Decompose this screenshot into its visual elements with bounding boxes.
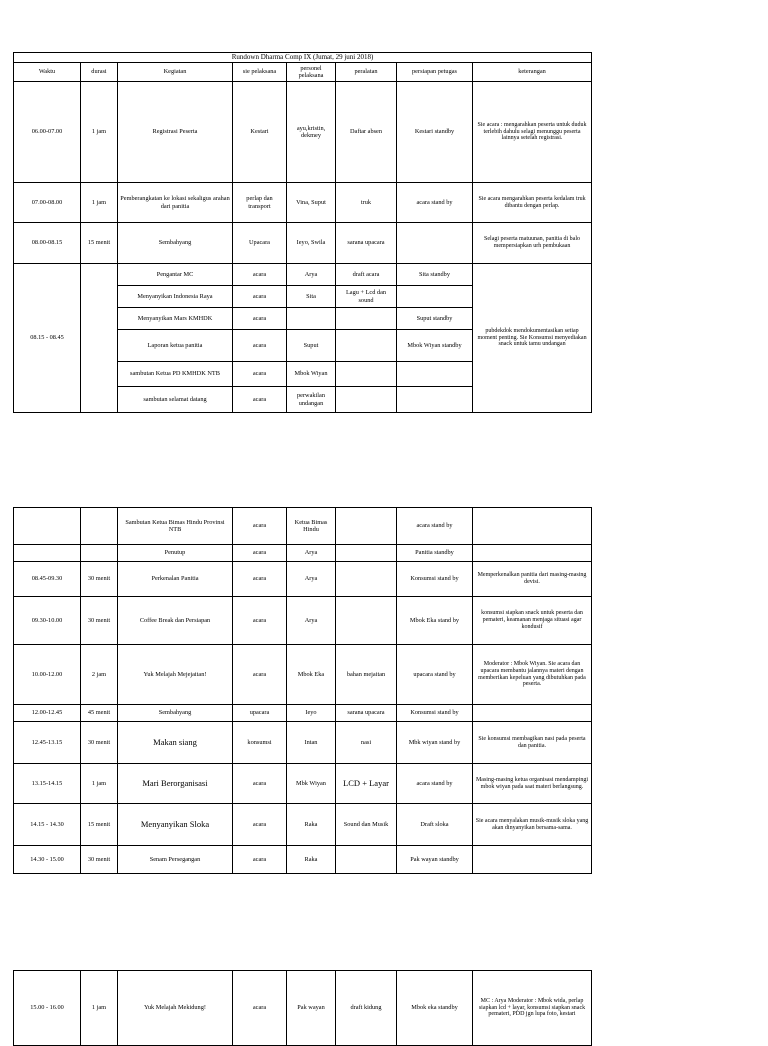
cell-sie: acara bbox=[233, 264, 287, 286]
cell-kegiatan: Senam Persegangan bbox=[118, 846, 233, 874]
cell-personel: Mbk Wiyan bbox=[287, 764, 336, 804]
cell-peralatan: truk bbox=[336, 183, 397, 223]
cell-petugas: Draft sloka bbox=[397, 804, 473, 846]
cell-sie: acara bbox=[233, 804, 287, 846]
cell-kegiatan: Yuk Melajah Mejejaitan! bbox=[118, 645, 233, 705]
cell-petugas: Konsumsi stand by bbox=[397, 562, 473, 597]
cell-keterangan: MC : Arya Moderator : Mbok wida, perlap siapkan lcd + layar, konsumsi siapkan snack pemateri, PDD jgn lupa foto, kestari bbox=[473, 971, 592, 1046]
cell-kegiatan: Perkenalan Panitia bbox=[118, 562, 233, 597]
cell-petugas bbox=[397, 387, 473, 413]
cell-peralatan bbox=[336, 508, 397, 545]
cell-kegiatan: Mari Berorganisasi bbox=[118, 764, 233, 804]
header-peralatan: peralatan bbox=[336, 63, 397, 82]
cell-peralatan: nasi bbox=[336, 722, 397, 764]
rundown-title: Rundown Dharma Comp IX (Jumat, 29 juni 2018) bbox=[14, 53, 592, 63]
table-row bbox=[14, 846, 592, 874]
cell-sie: acara bbox=[233, 362, 287, 387]
cell-kegiatan: Sambutan Ketua Bimas Hindu Provinsi NTB bbox=[118, 508, 233, 545]
cell-petugas: Konsumsi stand by bbox=[397, 705, 473, 722]
cell-peralatan bbox=[336, 362, 397, 387]
cell-peralatan bbox=[336, 597, 397, 645]
cell-sie: acara bbox=[233, 562, 287, 597]
cell-waktu: 10.00-12.00 bbox=[14, 645, 81, 705]
cell-personel: perwakilan undangan bbox=[287, 387, 336, 413]
cell-durasi: 1 jam bbox=[81, 971, 118, 1046]
cell-personel bbox=[287, 308, 336, 330]
table-row bbox=[14, 764, 592, 804]
cell-sie: acara bbox=[233, 846, 287, 874]
table-row bbox=[14, 562, 592, 597]
cell-peralatan: draft kidung bbox=[336, 971, 397, 1046]
cell-personel: Mbok Wiyan bbox=[287, 362, 336, 387]
cell-sie: acara bbox=[233, 387, 287, 413]
cell-waktu: 07.00-08.00 bbox=[14, 183, 81, 223]
table-row bbox=[14, 705, 592, 722]
cell-peralatan: LCD + Layar bbox=[336, 764, 397, 804]
cell-waktu: 09.30-10.00 bbox=[14, 597, 81, 645]
cell-sie: upacara bbox=[233, 705, 287, 722]
cell-durasi: 30 menit bbox=[81, 722, 118, 764]
page-break bbox=[0, 420, 768, 500]
cell-waktu: 12.00-12.45 bbox=[14, 705, 81, 722]
cell-peralatan bbox=[336, 562, 397, 597]
cell-keterangan: pubdekdok mendokumentasikan setiap moment penting. Sie Konsumsi menyediakan snack untuk tamu undangan bbox=[473, 264, 592, 413]
cell-keterangan: Moderator : Mbok Wiyan. Sie acara dan upacara membantu jalannya materi dengan memberikan kepeluan yang dibutuhkan pada peserta. bbox=[473, 645, 592, 705]
cell-keterangan: Sie konsumsi membagikan nasi pada peserta dan panitia. bbox=[473, 722, 592, 764]
cell-personel: Ieyo bbox=[287, 705, 336, 722]
rundown-table-page-3 bbox=[13, 970, 592, 1046]
cell-personel: Arya bbox=[287, 562, 336, 597]
cell-personel: Intan bbox=[287, 722, 336, 764]
cell-petugas: Pak wayan standby bbox=[397, 846, 473, 874]
cell-waktu bbox=[14, 508, 81, 545]
cell-kegiatan: Penutup bbox=[118, 545, 233, 562]
cell-durasi: 30 menit bbox=[81, 846, 118, 874]
cell-petugas: Kestari standby bbox=[397, 82, 473, 183]
cell-sie: Kestari bbox=[233, 82, 287, 183]
cell-personel: Arya bbox=[287, 597, 336, 645]
table-row bbox=[14, 183, 592, 223]
table-row bbox=[14, 223, 592, 264]
cell-durasi: 15 menit bbox=[81, 804, 118, 846]
header-kegiatan: Kegiatan bbox=[118, 63, 233, 82]
table-row bbox=[14, 804, 592, 846]
cell-waktu: 15.00 - 16.00 bbox=[14, 971, 81, 1046]
cell-durasi: 1 jam bbox=[81, 764, 118, 804]
table-row bbox=[14, 597, 592, 645]
cell-peralatan bbox=[336, 308, 397, 330]
cell-kegiatan: Laporan ketua panitia bbox=[118, 330, 233, 362]
header-petugas: persiapan petugas bbox=[397, 63, 473, 82]
header-waktu: Waktu bbox=[14, 63, 81, 82]
cell-petugas: Suput standby bbox=[397, 308, 473, 330]
rundown-table-page-1 bbox=[13, 52, 592, 413]
cell-peralatan bbox=[336, 846, 397, 874]
table-row bbox=[14, 508, 592, 545]
cell-durasi: 30 menit bbox=[81, 597, 118, 645]
cell-keterangan: konsumsi siapkan snack untuk peserta dan pemateri, keamanan menjaga situasi agar kondusif bbox=[473, 597, 592, 645]
cell-keterangan bbox=[473, 545, 592, 562]
table-row bbox=[14, 82, 592, 183]
cell-kegiatan: Menyanyikan Mars KMHDK bbox=[118, 308, 233, 330]
cell-petugas bbox=[397, 362, 473, 387]
cell-peralatan bbox=[336, 330, 397, 362]
cell-peralatan: sarana upacara bbox=[336, 223, 397, 264]
cell-kegiatan: Pemberangkatan ke lokasi sekaligus arahan dari panitia bbox=[118, 183, 233, 223]
cell-kegiatan: Menyanyikan Indonesia Raya bbox=[118, 286, 233, 308]
cell-sie: acara bbox=[233, 545, 287, 562]
cell-waktu: 14.15 - 14.30 bbox=[14, 804, 81, 846]
cell-keterangan: Memperkenalkan panitia dari masing-masing devisi. bbox=[473, 562, 592, 597]
cell-durasi: 1 jam bbox=[81, 82, 118, 183]
cell-peralatan: sarana upacara bbox=[336, 705, 397, 722]
table-row bbox=[14, 545, 592, 562]
cell-kegiatan: sambutan Ketua PD KMHDK NTB bbox=[118, 362, 233, 387]
cell-personel: Sita bbox=[287, 286, 336, 308]
cell-keterangan bbox=[473, 846, 592, 874]
cell-petugas bbox=[397, 286, 473, 308]
cell-peralatan bbox=[336, 545, 397, 562]
cell-peralatan: draft acara bbox=[336, 264, 397, 286]
cell-waktu bbox=[14, 545, 81, 562]
cell-sie: acara bbox=[233, 645, 287, 705]
cell-petugas: Panitia standby bbox=[397, 545, 473, 562]
cell-waktu: 06.00-07.00 bbox=[14, 82, 81, 183]
cell-personel: Arya bbox=[287, 545, 336, 562]
cell-sie: konsumsi bbox=[233, 722, 287, 764]
cell-kegiatan: Menyanyikan Sloka bbox=[118, 804, 233, 846]
cell-waktu: 08.15 - 08.45 bbox=[14, 264, 81, 413]
cell-peralatan bbox=[336, 387, 397, 413]
header-keterangan: keterangan bbox=[473, 63, 592, 82]
header-personel: personel pelaksana bbox=[287, 63, 336, 82]
cell-petugas: acara stand by bbox=[397, 183, 473, 223]
cell-personel: Ketua Bimas Hindu bbox=[287, 508, 336, 545]
cell-sie: acara bbox=[233, 286, 287, 308]
cell-peralatan: Sound dan Musik bbox=[336, 804, 397, 846]
cell-personel: Mbok Eka bbox=[287, 645, 336, 705]
cell-peralatan: bahan mejaitan bbox=[336, 645, 397, 705]
cell-peralatan: Lagu + Lcd dan sound bbox=[336, 286, 397, 308]
cell-kegiatan: Sembahyang bbox=[118, 705, 233, 722]
cell-durasi bbox=[81, 264, 118, 413]
cell-waktu: 13.15-14.15 bbox=[14, 764, 81, 804]
cell-petugas: Mbk wiyan stand by bbox=[397, 722, 473, 764]
table-row bbox=[14, 722, 592, 764]
cell-sie: acara bbox=[233, 508, 287, 545]
cell-waktu: 14.30 - 15.00 bbox=[14, 846, 81, 874]
cell-petugas: acara stand by bbox=[397, 508, 473, 545]
cell-durasi: 1 jam bbox=[81, 183, 118, 223]
cell-keterangan: Selagi peserta matuunan, panitia di balo mempersiapkan urh pembukaan bbox=[473, 223, 592, 264]
cell-keterangan bbox=[473, 705, 592, 722]
cell-sie: perlap dan transport bbox=[233, 183, 287, 223]
cell-sie: acara bbox=[233, 971, 287, 1046]
cell-kegiatan: Yuk Melajah Mekidung! bbox=[118, 971, 233, 1046]
cell-kegiatan: Makan siang bbox=[118, 722, 233, 764]
table-row bbox=[14, 971, 592, 1046]
cell-durasi: 2 jam bbox=[81, 645, 118, 705]
cell-kegiatan: Coffee Break dan Persiapan bbox=[118, 597, 233, 645]
cell-personel: Suput bbox=[287, 330, 336, 362]
cell-sie: acara bbox=[233, 308, 287, 330]
cell-waktu: 08.00-08.15 bbox=[14, 223, 81, 264]
cell-keterangan: Masing-masing ketua organisasi mendampingi mbok wiyan pada saat materi berlangsung. bbox=[473, 764, 592, 804]
cell-waktu: 08.45-09.30 bbox=[14, 562, 81, 597]
cell-sie: Upacara bbox=[233, 223, 287, 264]
cell-kegiatan: Registrasi Peserta bbox=[118, 82, 233, 183]
cell-petugas: Mbok Wiyan standby bbox=[397, 330, 473, 362]
cell-personel: Raka bbox=[287, 846, 336, 874]
cell-personel: ayu,kristin, dekmey bbox=[287, 82, 336, 183]
cell-personel: Raka bbox=[287, 804, 336, 846]
cell-petugas: Mbok Eka stand by bbox=[397, 597, 473, 645]
cell-sie: acara bbox=[233, 764, 287, 804]
cell-kegiatan: Sembahyang bbox=[118, 223, 233, 264]
cell-durasi bbox=[81, 508, 118, 545]
cell-keterangan: Sie acara : mengarahkan peserta untuk duduk terlebih dahulu selagi menunggu peserta lainnya setelah registrasi. bbox=[473, 82, 592, 183]
cell-sie: acara bbox=[233, 330, 287, 362]
cell-petugas: Mbok eka standby bbox=[397, 971, 473, 1046]
cell-personel: Arya bbox=[287, 264, 336, 286]
cell-keterangan bbox=[473, 508, 592, 545]
rundown-table-page-2 bbox=[13, 507, 592, 874]
cell-petugas: acara stand by bbox=[397, 764, 473, 804]
header-durasi: durasi bbox=[81, 63, 118, 82]
cell-kegiatan: sambutan selamat datang bbox=[118, 387, 233, 413]
cell-sie: acara bbox=[233, 597, 287, 645]
cell-kegiatan: Pengantar MC bbox=[118, 264, 233, 286]
table-row bbox=[14, 264, 592, 286]
cell-durasi: 30 menit bbox=[81, 562, 118, 597]
cell-personel: Pak wayan bbox=[287, 971, 336, 1046]
cell-durasi: 15 menit bbox=[81, 223, 118, 264]
header-sie: sie pelaksana bbox=[233, 63, 287, 82]
cell-petugas: Sita standby bbox=[397, 264, 473, 286]
cell-personel: Vina, Suput bbox=[287, 183, 336, 223]
cell-petugas: upacara stand by bbox=[397, 645, 473, 705]
cell-durasi bbox=[81, 545, 118, 562]
table-row bbox=[14, 645, 592, 705]
cell-waktu: 12.45-13.15 bbox=[14, 722, 81, 764]
cell-peralatan: Daftar absen bbox=[336, 82, 397, 183]
cell-keterangan: Sie acara menyalakan musik-musik sloka yang akan dinyanyikan bersama-sama. bbox=[473, 804, 592, 846]
cell-durasi: 45 menit bbox=[81, 705, 118, 722]
cell-keterangan: Sie acara mengarahkan peserta kedalam truk dibantu dengan perlap. bbox=[473, 183, 592, 223]
cell-petugas bbox=[397, 223, 473, 264]
cell-personel: Ieyo, Swila bbox=[287, 223, 336, 264]
